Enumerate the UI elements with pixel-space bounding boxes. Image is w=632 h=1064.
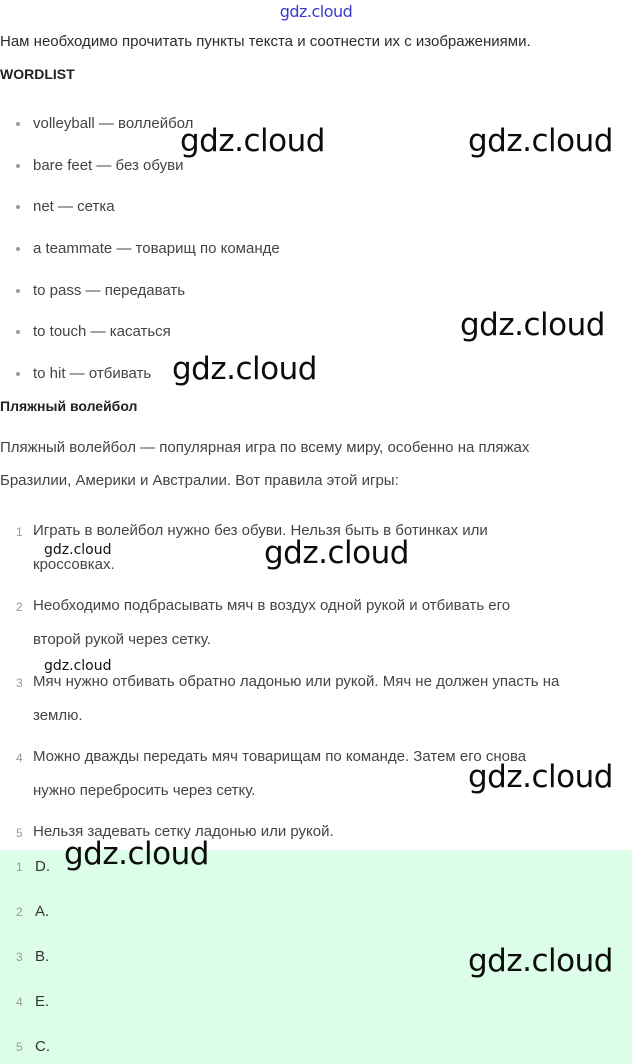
answer-value: D.	[35, 858, 50, 875]
watermark: gdz.cloud	[264, 535, 409, 571]
rule-number: 5	[16, 826, 23, 840]
answer-value: E.	[35, 993, 50, 1010]
intro-text: Нам необходимо прочитать пункты текста и соотнести их с изображениями.	[0, 33, 531, 50]
watermark-small: gdz.cloud	[44, 658, 112, 674]
watermark: gdz.cloud	[468, 123, 613, 159]
watermark: gdz.cloud	[180, 123, 325, 159]
wordlist-item: to pass — передавать	[0, 275, 280, 317]
rule-line: Играть в волейбол нужно без обуви. Нельзя быть в ботинках или	[33, 522, 488, 539]
section-title: Пляжный волейбол	[0, 398, 138, 414]
rule-number: 1	[16, 525, 23, 539]
section-paragraph	[0, 431, 632, 497]
bullet-icon	[16, 289, 20, 293]
watermark: gdz.cloud	[468, 943, 613, 979]
watermark: gdz.cloud	[64, 836, 209, 872]
bullet-icon	[16, 164, 20, 168]
rule-line: кроссовках.	[33, 556, 115, 573]
rule-number: 3	[16, 676, 23, 690]
wordlist-item: net — сетка	[0, 191, 280, 233]
rule-line: Мяч нужно отбивать обратно ладонью или рукой. Мяч не должен упасть на	[33, 673, 560, 690]
answer-number: 5	[16, 1040, 23, 1054]
rule-line: Нельзя задевать сетку ладонью или рукой.	[33, 823, 334, 840]
site-watermark-top: gdz.cloud	[279, 2, 353, 21]
rule-line: Можно дважды передать мяч товарищам по команде. Затем его снова	[33, 748, 527, 765]
wordlist-item: to hit — отбивать	[0, 358, 280, 400]
answer-number: 2	[16, 905, 23, 919]
answer-value: C.	[35, 1038, 50, 1055]
wordlist-item: bare feet — без обуви	[0, 150, 280, 192]
bullet-icon	[16, 122, 20, 126]
watermark: gdz.cloud	[468, 759, 613, 795]
bullet-icon	[16, 247, 20, 251]
wordlist-item: to touch — касаться	[0, 316, 280, 358]
rule-number: 4	[16, 751, 23, 765]
watermark-small: gdz.cloud	[44, 542, 112, 558]
paragraph-line: Бразилии, Америки и Австралии. Вот правила этой игры:	[0, 472, 399, 489]
rule-line: второй рукой через сетку.	[33, 631, 211, 648]
wordlist-item: a teammate — товарищ по команде	[0, 233, 280, 275]
wordlist-item: volleyball — воллейбол	[0, 108, 280, 150]
answer-value: B.	[35, 948, 50, 965]
bullet-icon	[16, 372, 20, 376]
answer-number: 4	[16, 995, 23, 1009]
rule-number: 2	[16, 600, 23, 614]
answer-value: A.	[35, 903, 50, 920]
wordlist-heading: WORDLIST	[0, 66, 75, 82]
watermark: gdz.cloud	[172, 351, 317, 387]
rule-line: землю.	[33, 707, 83, 724]
bullet-icon	[16, 330, 20, 334]
watermark: gdz.cloud	[460, 307, 605, 343]
paragraph-line: Пляжный волейбол — популярная игра по всему миру, особенно на пляжах	[0, 439, 530, 456]
answer-number: 3	[16, 950, 23, 964]
rule-line: Необходимо подбрасывать мяч в воздух одной рукой и отбивать его	[33, 597, 511, 614]
answer-number: 1	[16, 860, 23, 874]
rule-line: нужно перебросить через сетку.	[33, 782, 256, 799]
bullet-icon	[16, 205, 20, 209]
